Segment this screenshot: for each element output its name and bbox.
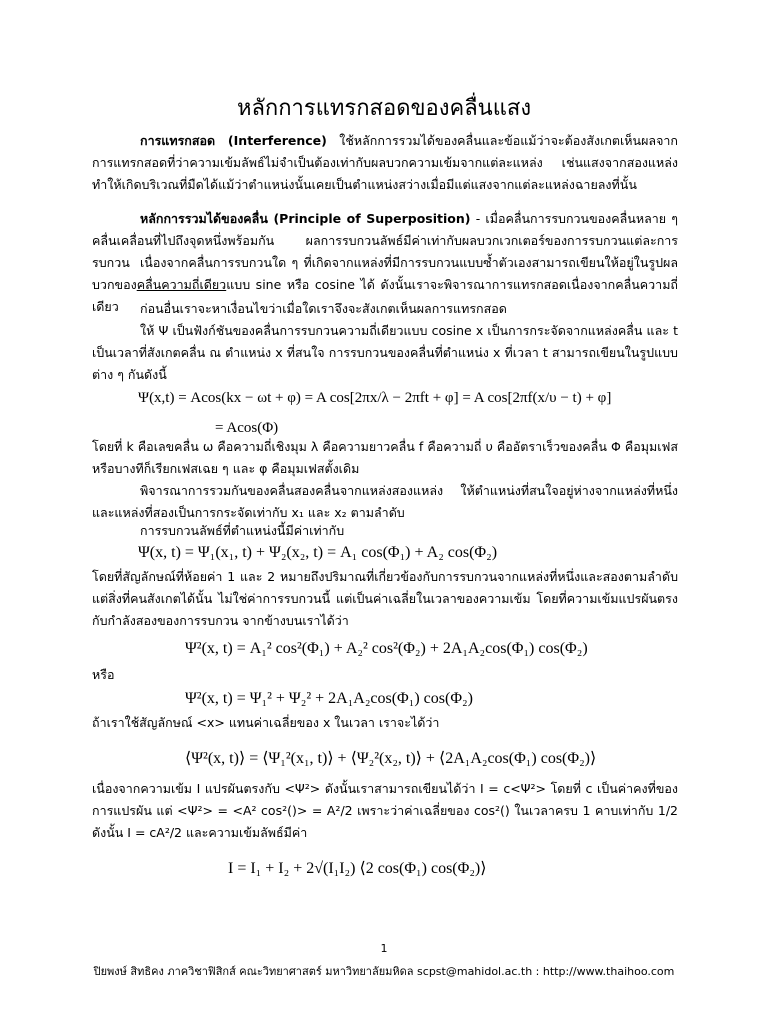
paragraph-symbols-text: โดยที่ k คือเลขคลื่น ω คือความถี่เชิงมุม λ คือความยาวคลื่น f คือความถี่ υ คืออัตราเร็วของคลื่น Φ คือมุมเฟส หรือบางทีก็เรียกเฟสเฉย ๆ และ φ คือมุมเฟสตั้งเดิม bbox=[92, 439, 678, 476]
page-footer bbox=[0, 962, 768, 980]
paragraph-condition-text: ก่อนอื่นเราจะหาเงื่อนไขว่าเมื่อใดเราจึงจะสังเกตเห็นผลการแทรกสอด bbox=[140, 301, 507, 316]
footer-text: ปิยพงษ์ สิทธิคง ภาควิชาฟิสิกส์ คณะวิทยาศาสตร์ มหาวิทยาลัยมหิดล scpst@mahidol.ac.th : http://www.thaihoo.com bbox=[93, 965, 675, 978]
paragraph-wavefunction bbox=[92, 320, 678, 386]
equation-squared: Ψ²(x, t) = A₁² cos²(Φ₁) + A₂² cos²(Φ₂) + 2A₁A₂cos(Φ₁) cos(Φ₂) bbox=[185, 640, 588, 657]
paragraph-interference-text: ใช้หลักการรวมได้ของคลื่นและข้อแม้ว่าจะต้องสังเกตเห็นผลจากการแทรกสอดที่ว่าความเข้มลัพธ์ไม่จำเป็นต้องเท่ากับผลบวกความเข้มจากแต่ละแหล่ง เช่นแสงจากสองแหล่งทำให้เกิดบริเวณที่มืดได้แม้ว่าตำแหน่งนั้นเคยเป็นตำแหน่งสว่างเมื่อมีแต่แสงจากแต่ละแหล่งฉายลงที่นั้น bbox=[92, 133, 678, 192]
paragraph-superposition-text: - เมื่อคลื่นการรบกวนของคลื่นหลาย ๆ คลื่นเคลื่อนที่ไปถึงจุดหนึ่งพร้อมกัน ผลการรบกวนลัพธ์มีค่าเท่ากับผลบวกเวกเตอร์ของการรบกวนแต่ละการรบกวน bbox=[92, 211, 678, 270]
paragraph-symbols bbox=[92, 436, 678, 480]
paragraph-single-frequency-b: แบบ sine หรือ cosine ได้ ดังนั้นเราจะพิจารณาการแทรกสอดเนื่องจากคลื่นความถี่เดียว bbox=[92, 277, 678, 314]
equation-squared-short: Ψ²(x, t) = Ψ₁² + Ψ₂² + 2A₁A₂cos(Φ₁) cos(Φ₂) bbox=[185, 690, 473, 707]
paragraph-average bbox=[92, 712, 678, 734]
equation-intensity: I = I₁ + I₂ + 2√(I₁I₂) ⟨2 cos(Φ₁) cos(Φ₂)⟩ bbox=[228, 860, 487, 877]
paragraph-wavefunction-text: ให้ Ψ เป็นฟังก์ชันของคลื่นการรบกวนความถี่เดียวแบบ cosine x เป็นการกระจัดจากแหล่งคลื่น และ t เป็นเวลาที่สังเกตคลื่น ณ ตำแหน่ง x ที่สนใจ การรบกวนของคลื่นที่ตำแหน่ง x ที่เวลา t สามารถเขียนในรูปแบบต่าง ๆ กันดังนี้ bbox=[92, 323, 678, 382]
paragraph-resultant bbox=[92, 520, 678, 542]
paragraph-condition bbox=[92, 298, 678, 320]
paragraph-two-sources bbox=[92, 480, 678, 524]
paragraph-interference bbox=[92, 130, 678, 196]
page-number: 1 bbox=[380, 942, 388, 955]
equation-wave: Ψ(x,t) = Acos(kx − ωt + φ) = A cos[2πx/λ − 2πft + φ] = A cos[2πf(x/υ − t) + φ] bbox=[138, 390, 612, 406]
term-superposition: หลักการรวมได้ของคลื่น (Principle of Superposition) bbox=[140, 211, 471, 226]
paragraph-intensity-intro bbox=[92, 566, 678, 632]
underlined-term: คลื่นความถี่เดียว bbox=[136, 277, 227, 292]
term-interference: การแทรกสอด (Interference) bbox=[140, 133, 327, 148]
paragraph-intensity bbox=[92, 778, 678, 844]
equation-superposition: Ψ(x, t) = Ψ₁(x₁, t) + Ψ₂(x₂, t) = A₁ cos(Φ₁) + A₂ cos(Φ₂) bbox=[138, 544, 498, 561]
label-or-text: หรือ bbox=[92, 667, 115, 682]
equation-average: ⟨Ψ²(x, t)⟩ = ⟨Ψ₁²(x₁, t)⟩ + ⟨Ψ₂²(x₂, t)⟩ + ⟨2A₁A₂cos(Φ₁) cos(Φ₂)⟩ bbox=[185, 750, 597, 767]
page-title: หลักการแทรกสอดของคลื่นแสง bbox=[236, 96, 532, 121]
paragraph-average-text: ถ้าเราใช้สัญลักษณ์ <x> แทนค่าเฉลี่ยของ x ในเวลา เราจะได้ว่า bbox=[92, 715, 440, 730]
paragraph-intensity-text: เนื่องจากความเข้ม I แปรผันตรงกับ <Ψ²> ดังนั้นเราสามารถเขียนได้ว่า I = c<Ψ²> โดยที่ c เป็นค่าคงที่ของการแปรผัน แต่ <Ψ²> = <A² cos²()> = A²/2 เพราะว่าค่าเฉลี่ยของ cos²() ในเวลาครบ 1 คาบเท่ากับ 1/2 ดังนั้น I = cA²/2 และความเข้มลัพธ์มีค่า bbox=[92, 781, 678, 840]
paragraph-intensity-intro-text: โดยที่สัญลักษณ์ที่ห้อยค่า 1 และ 2 หมายถึงปริมาณที่เกี่ยวข้องกับการรบกวนจากแหล่งที่หนึ่งและสองตามลำดับ แต่สิ่งที่คนสังเกตได้นั้น ไม่ใช่ค่าการรบกวนนี้ แต่เป็นค่าเฉลี่ยในเวลาของความเข้ม โดยที่ความเข้มแปรผันตรงกับกำลังสองของการรบกวน จากข้างบนเราได้ว่า bbox=[92, 569, 678, 628]
paragraph-resultant-text: การรบกวนลัพธ์ที่ตำแหน่งนี้มีค่าเท่ากับ bbox=[140, 523, 345, 538]
label-or bbox=[92, 664, 678, 686]
equation-wave-phase: = Acos(Φ) bbox=[215, 420, 279, 436]
paragraph-single-frequency-a: เนื่องจากคลื่นการรบกวนใด ๆ ที่เกิดจากแหล่งที่มีการรบกวนแบบซ้ำตัวเองสามารถเขียนให้อยู่ในรูปผลบวกของ bbox=[92, 255, 678, 292]
paragraph-two-sources-text: พิจารณาการรวมกันของคลื่นสองคลื่นจากแหล่งสองแหล่ง ให้ตำแหน่งที่สนใจอยู่ห่างจากแหล่งที่หนึ่งและแหล่งที่สองเป็นการกระจัดเท่ากับ x₁ และ x₂ ตามลำดับ bbox=[92, 483, 678, 520]
